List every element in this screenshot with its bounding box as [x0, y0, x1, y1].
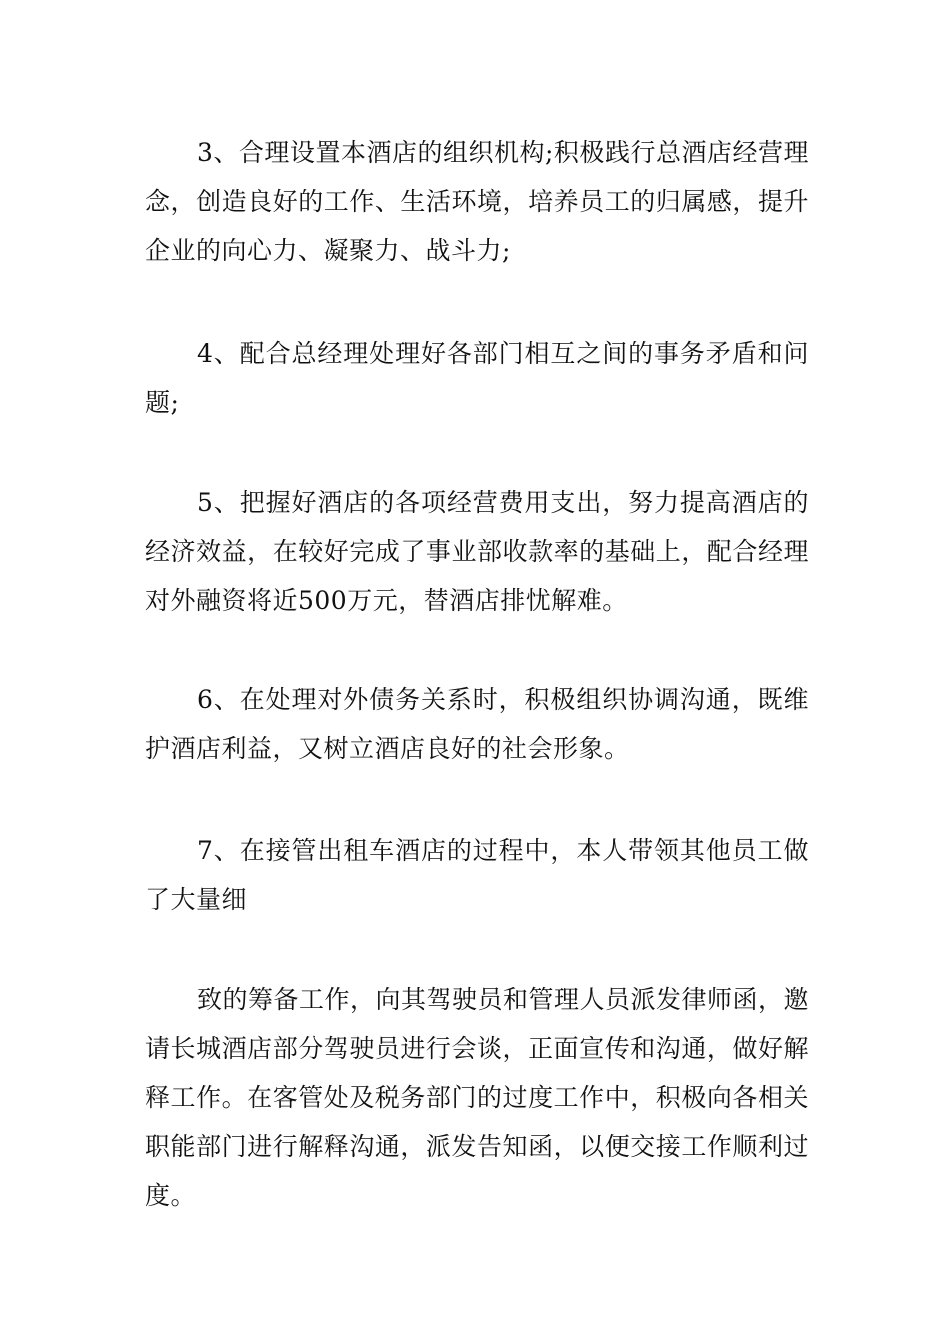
paragraph-item-4: 4、配合总经理处理好各部门相互之间的事务矛盾和问题; — [145, 339, 809, 417]
paragraph-continuation: 致的筹备工作，向其驾驶员和管理人员派发律师函，邀请长城酒店部分驾驶员进行会谈，正面宣传和沟通，做好解释工作。在客管处及税务部门的过度工作中，积极向各相关职能部门进行解释沟通，派发告知函，以便交接工作顺利过度。 — [145, 985, 810, 1210]
paragraph-item-6: 6、在处理对外债务关系时，积极组织协调沟通，既维护酒店利益，又树立酒店良好的社会形象。 — [145, 685, 809, 763]
paragraph-item-5: 5、把握好酒店的各项经营费用支出，努力提高酒店的经济效益，在较好完成了事业部收款率的基础上，配合经理对外融资将近500万元，替酒店排忧解难。 — [145, 488, 809, 615]
paragraph-item-7: 7、在接管出租车酒店的过程中，本人带领其他员工做了大量细 — [145, 836, 809, 914]
paragraph-item-3: 3、合理设置本酒店的组织机构;积极践行总酒店经营理念，创造良好的工作、生活环境，培养员工的归属感，提升企业的向心力、凝聚力、战斗力; — [145, 138, 809, 265]
